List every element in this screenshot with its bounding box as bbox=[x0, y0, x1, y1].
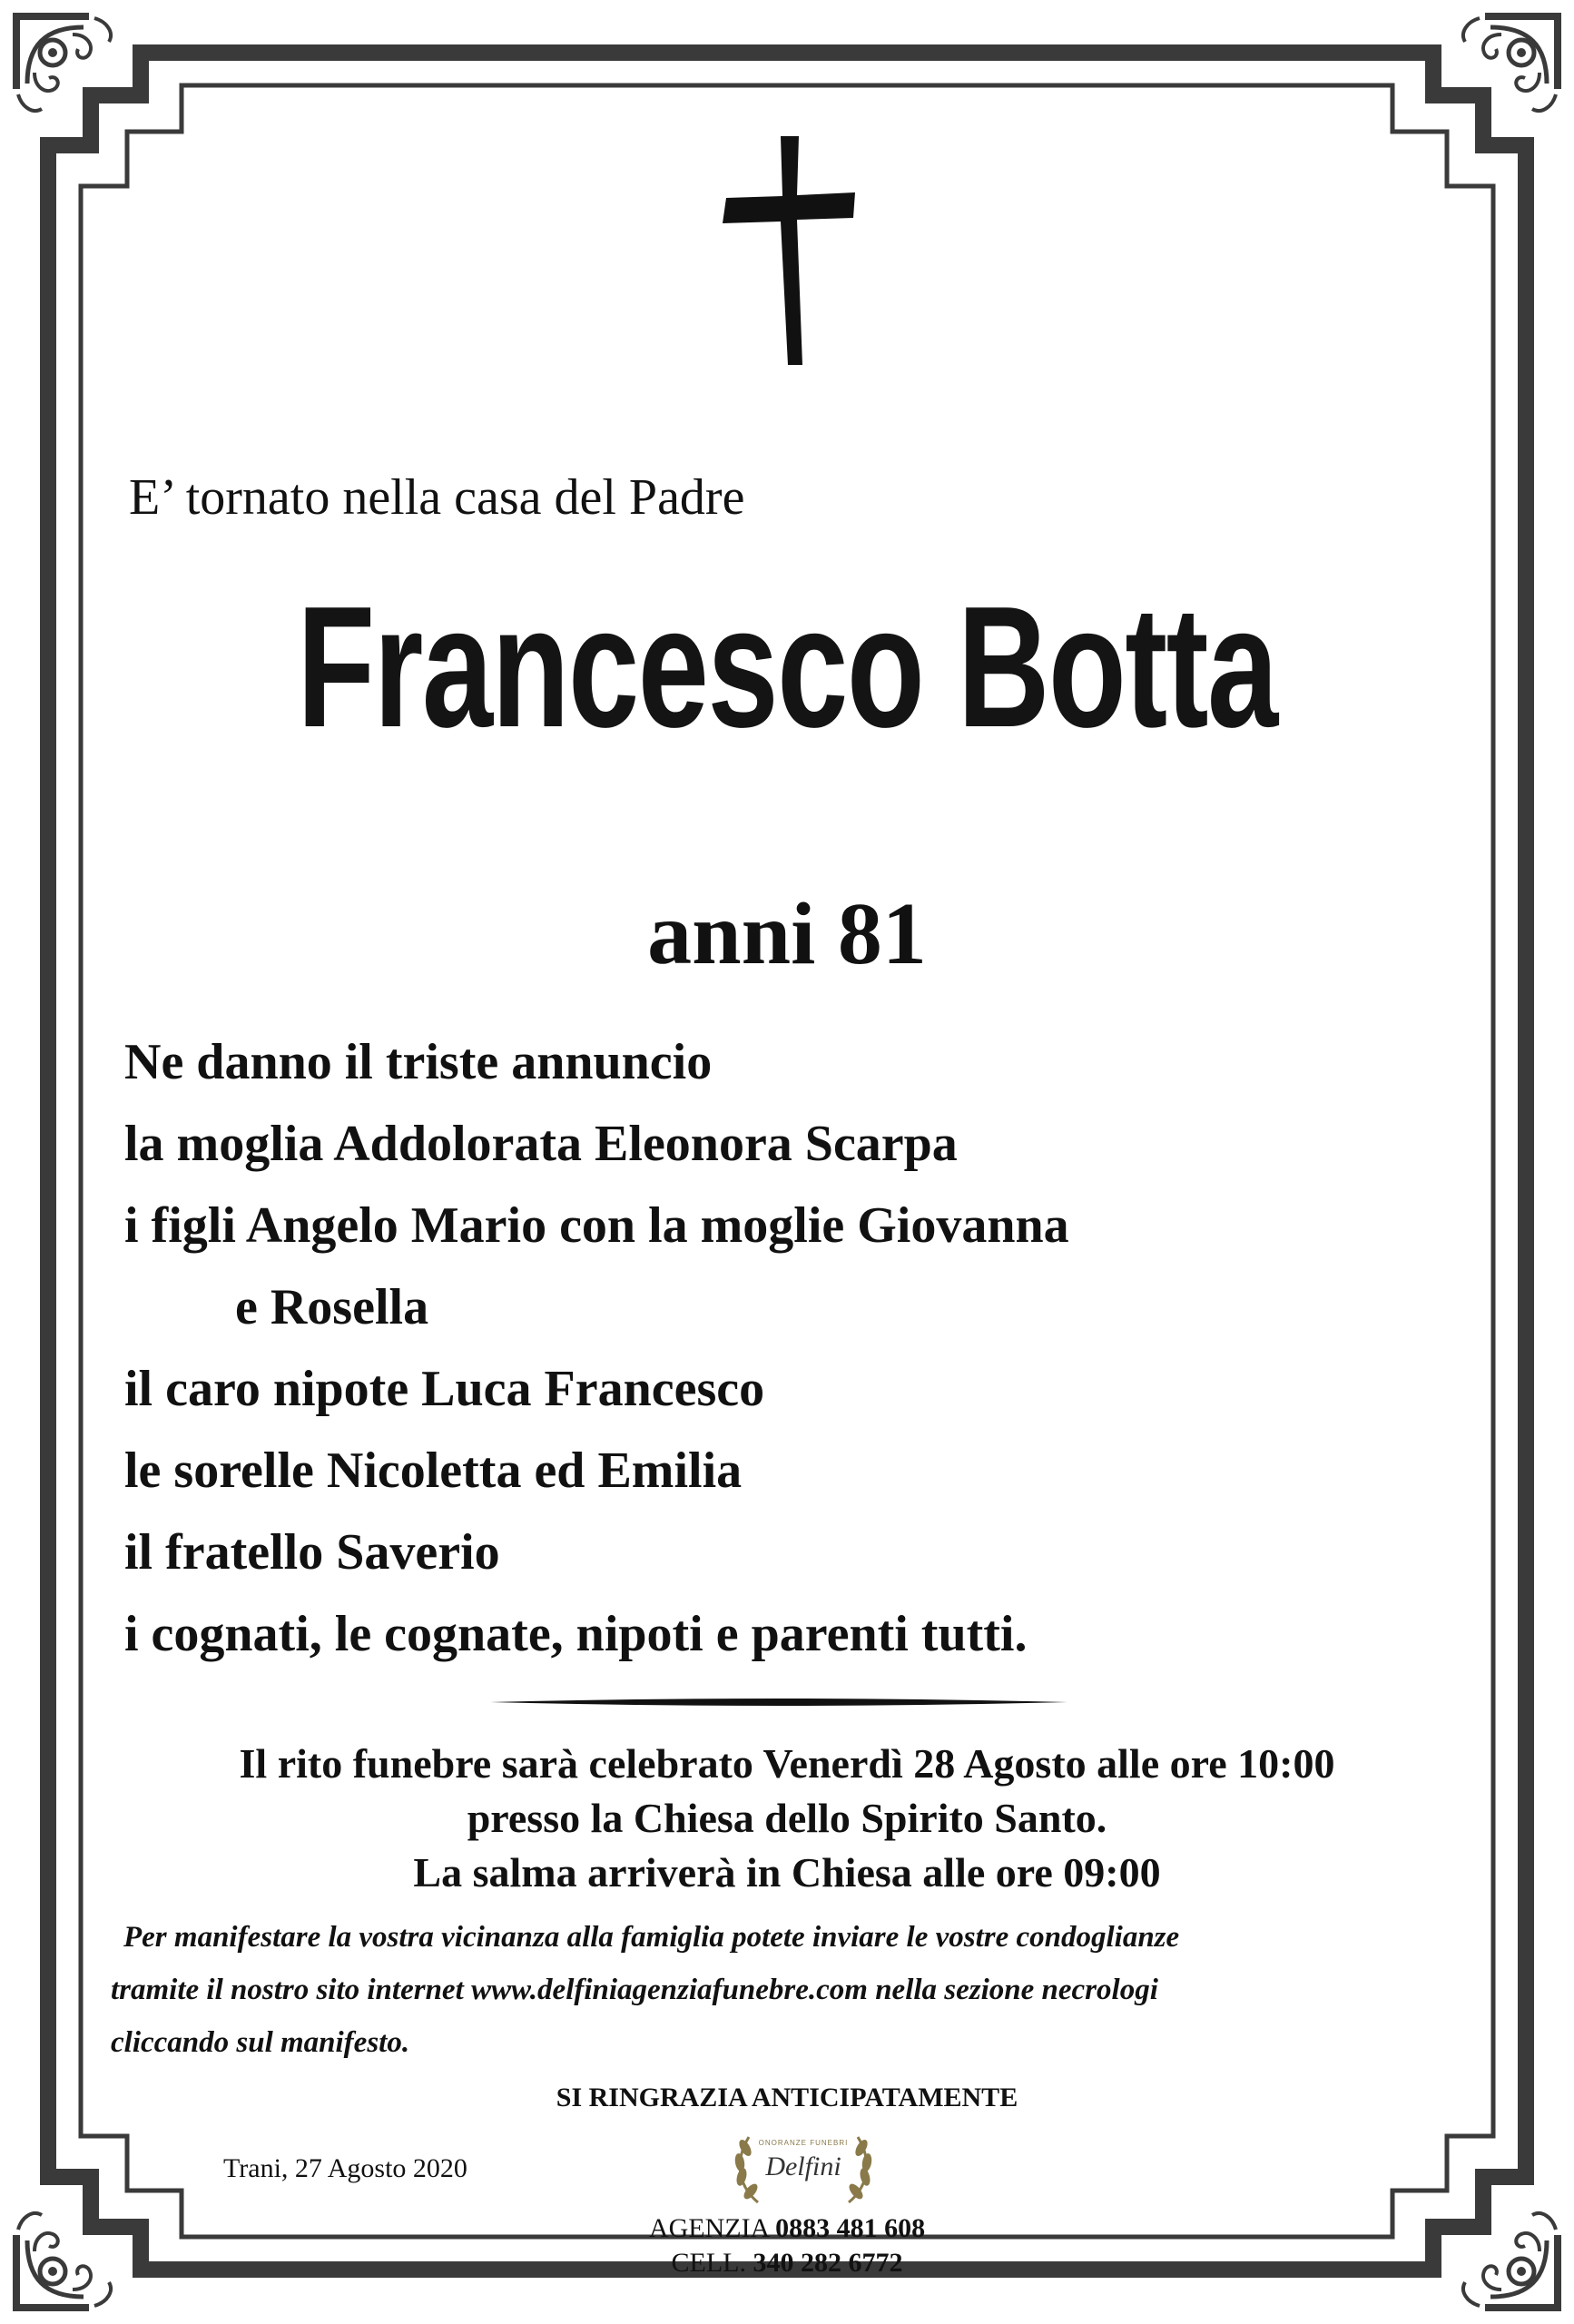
cell-phone-label: CELL. bbox=[671, 2248, 746, 2278]
deceased-age: anni 81 bbox=[647, 885, 927, 983]
cross-icon bbox=[723, 136, 855, 365]
intro-text: E’ tornato nella casa del Padre bbox=[129, 469, 745, 526]
agency-logo bbox=[722, 2121, 885, 2211]
agency-phone-number: 0883 481 608 bbox=[775, 2213, 926, 2243]
thanks-text: SI RINGRAZIA ANTICIPATAMENTE bbox=[556, 2083, 1018, 2112]
cell-phone-number: 340 282 6772 bbox=[753, 2248, 903, 2278]
deceased-name: Francesco Botta bbox=[297, 571, 1277, 763]
mourner-line: e Rosella bbox=[235, 1279, 429, 1335]
condolence-instruction-line: cliccando sul manifesto. bbox=[111, 2026, 410, 2059]
mourner-line: Ne danno il triste annuncio bbox=[124, 1034, 713, 1090]
agency-phone bbox=[0, 2215, 1574, 2242]
mourners-list bbox=[124, 1021, 1069, 1675]
funeral-arrival-line: La salma arriverà in Chiesa alle ore 09:00 bbox=[413, 1849, 1161, 1896]
mourner-line: il fratello Saverio bbox=[124, 1524, 500, 1581]
condolence-website-line: tramite il nostro sito internet www.delfiniagenziafunebre.com nella sezione necrologi bbox=[111, 1974, 1158, 2006]
logo-name: Delfini bbox=[765, 2152, 841, 2181]
mourner-line: le sorelle Nicoletta ed Emilia bbox=[124, 1443, 743, 1499]
cell-phone bbox=[0, 2250, 1574, 2277]
agency-phone-label: AGENZIA bbox=[648, 2213, 769, 2243]
mourner-line: la moglia Addolorata Eleonora Scarpa bbox=[124, 1116, 958, 1172]
mourner-line: il caro nipote Luca Francesco bbox=[124, 1361, 765, 1417]
funeral-details-line: Il rito funebre sarà celebrato Venerdì 28 Agosto alle ore 10:00 bbox=[239, 1740, 1335, 1787]
mourner-line: i figli Angelo Mario con la moglie Giovanna bbox=[124, 1197, 1069, 1254]
mourner-line: i cognati, le cognate, nipoti e parenti tutti. bbox=[124, 1606, 1028, 1662]
logo-subtitle: ONORANZE FUNEBRI bbox=[758, 2139, 849, 2147]
condolence-notice-line: Per manifestare la vostra vicinanza alla famiglia potete inviare le vostre condoglianze bbox=[123, 1921, 1180, 1954]
divider-line bbox=[490, 1696, 1067, 1709]
place-date: Trani, 27 Agosto 2020 bbox=[223, 2153, 467, 2183]
funeral-church-line: presso la Chiesa dello Spirito Santo. bbox=[467, 1795, 1107, 1841]
